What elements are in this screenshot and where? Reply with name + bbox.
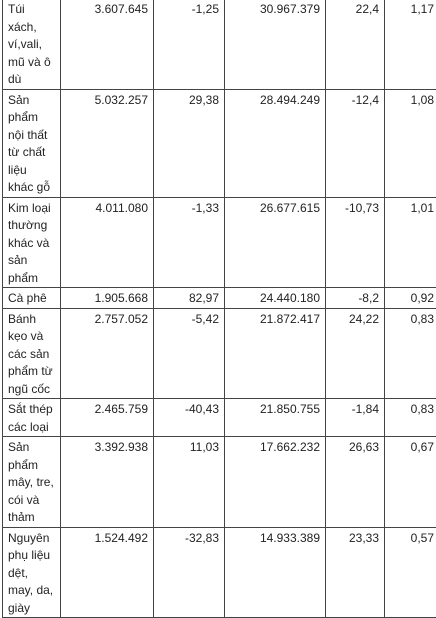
change-cell: 22,4 bbox=[326, 0, 385, 89]
value-cell: 28.494.249 bbox=[225, 89, 326, 197]
change-cell: 23,33 bbox=[326, 527, 385, 618]
value-cell: 1.524.492 bbox=[61, 527, 154, 618]
export-data-table bbox=[2, 0, 436, 618]
change-cell: -1,33 bbox=[154, 197, 225, 288]
product-name-cell: Cà phê bbox=[3, 288, 61, 309]
product-name-cell: Kim loại thường khác và sản phẩm bbox=[3, 197, 61, 288]
table-row bbox=[3, 89, 436, 197]
value-cell: 2.757.052 bbox=[61, 308, 154, 399]
table-row bbox=[3, 288, 436, 309]
change-cell: 29,38 bbox=[154, 89, 225, 197]
table-row bbox=[3, 197, 436, 288]
product-name-cell: Bánh kẹo và các sản phẩm từ ngũ cốc bbox=[3, 308, 61, 399]
share-cell: 1,01 bbox=[385, 197, 436, 288]
share-cell: 0,92 bbox=[385, 288, 436, 309]
value-cell: 30.967.379 bbox=[225, 0, 326, 89]
value-cell: 21.850.755 bbox=[225, 399, 326, 437]
product-name-cell: Túi xách, ví,vali, mũ và ô dù bbox=[3, 0, 61, 89]
change-cell: -5,42 bbox=[154, 308, 225, 399]
product-name-cell: Nguyên phụ liệu dệt, may, da, giày bbox=[3, 527, 61, 618]
product-name-cell: Sản phẩm nội thất từ chất liệu khác gỗ bbox=[3, 89, 61, 197]
share-cell: 0,67 bbox=[385, 437, 436, 528]
value-cell: 17.662.232 bbox=[225, 437, 326, 528]
value-cell: 1.905.668 bbox=[61, 288, 154, 309]
change-cell: -40,43 bbox=[154, 399, 225, 437]
value-cell: 4.011.080 bbox=[61, 197, 154, 288]
share-cell: 1,17 bbox=[385, 0, 436, 89]
change-cell: 11,03 bbox=[154, 437, 225, 528]
value-cell: 14.933.389 bbox=[225, 527, 326, 618]
table-row bbox=[3, 527, 436, 618]
table-row bbox=[3, 437, 436, 528]
change-cell: 24,22 bbox=[326, 308, 385, 399]
product-name-cell: Sản phẩm mây, tre, cói và thảm bbox=[3, 437, 61, 528]
change-cell: -32,83 bbox=[154, 527, 225, 618]
table-row bbox=[3, 0, 436, 89]
change-cell: -10,73 bbox=[326, 197, 385, 288]
product-name-cell: Sắt thép các loại bbox=[3, 399, 61, 437]
table-row bbox=[3, 308, 436, 399]
value-cell: 26.677.615 bbox=[225, 197, 326, 288]
change-cell: 82,97 bbox=[154, 288, 225, 309]
change-cell: -1,25 bbox=[154, 0, 225, 89]
share-cell: 0,57 bbox=[385, 527, 436, 618]
change-cell: 26,63 bbox=[326, 437, 385, 528]
change-cell: -12,4 bbox=[326, 89, 385, 197]
value-cell: 21.872.417 bbox=[225, 308, 326, 399]
change-cell: -1,84 bbox=[326, 399, 385, 437]
change-cell: -8,2 bbox=[326, 288, 385, 309]
value-cell: 24.440.180 bbox=[225, 288, 326, 309]
share-cell: 0,83 bbox=[385, 308, 436, 399]
value-cell: 3.392.938 bbox=[61, 437, 154, 528]
share-cell: 1,08 bbox=[385, 89, 436, 197]
value-cell: 5.032.257 bbox=[61, 89, 154, 197]
share-cell: 0,83 bbox=[385, 399, 436, 437]
value-cell: 2.465.759 bbox=[61, 399, 154, 437]
table-row bbox=[3, 399, 436, 437]
value-cell: 3.607.645 bbox=[61, 0, 154, 89]
